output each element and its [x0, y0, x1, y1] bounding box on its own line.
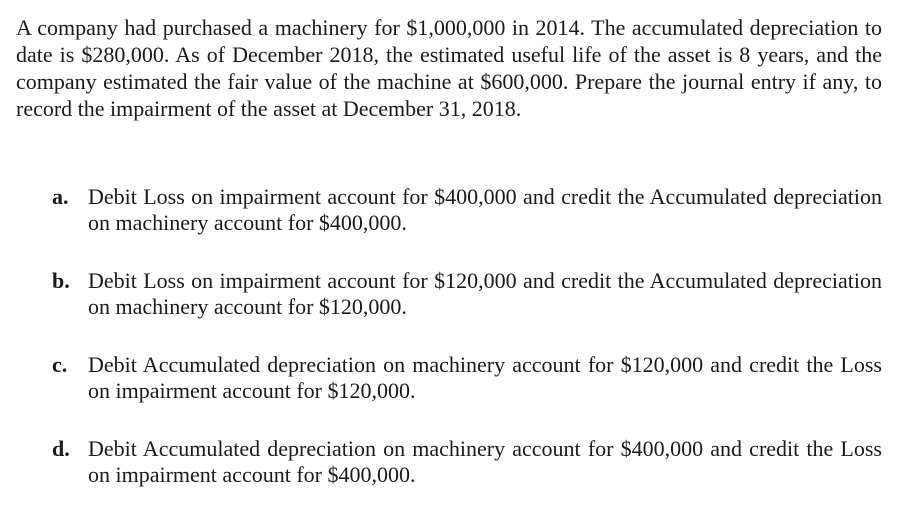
option-d[interactable]: [52, 436, 882, 488]
option-text: Debit Loss on impairment account for $120,000 and credit the Accumulated depreciation on machinery account for $120,000.: [88, 268, 882, 319]
option-text: Debit Loss on impairment account for $400,000 and credit the Accumulated depreciation on machinery account for $400,000.: [88, 184, 882, 235]
option-text: Debit Accumulated depreciation on machinery account for $400,000 and credit the Loss on impairment account for $400,000.: [88, 436, 882, 487]
option-text: Debit Accumulated depreciation on machinery account for $120,000 and credit the Loss on impairment account for $120,000.: [88, 352, 882, 403]
question-text: A company had purchased a machinery for $1,000,000 in 2014. The accumulated depreciation to date is $280,000. As of December 2018, the estimated useful life of the asset is 8 years, and the company estimated the fair value of the machine at $600,000. Prepare the journal entry if any, to record the impairment of the asset at December 31, 2018.: [16, 15, 882, 121]
option-letter: d.: [52, 436, 70, 461]
option-letter: a.: [52, 184, 69, 209]
option-a[interactable]: [52, 184, 882, 236]
option-b[interactable]: [52, 268, 882, 320]
option-letter: b.: [52, 268, 70, 293]
answer-options: [52, 184, 882, 520]
option-letter: c.: [52, 352, 68, 377]
option-c[interactable]: [52, 352, 882, 404]
